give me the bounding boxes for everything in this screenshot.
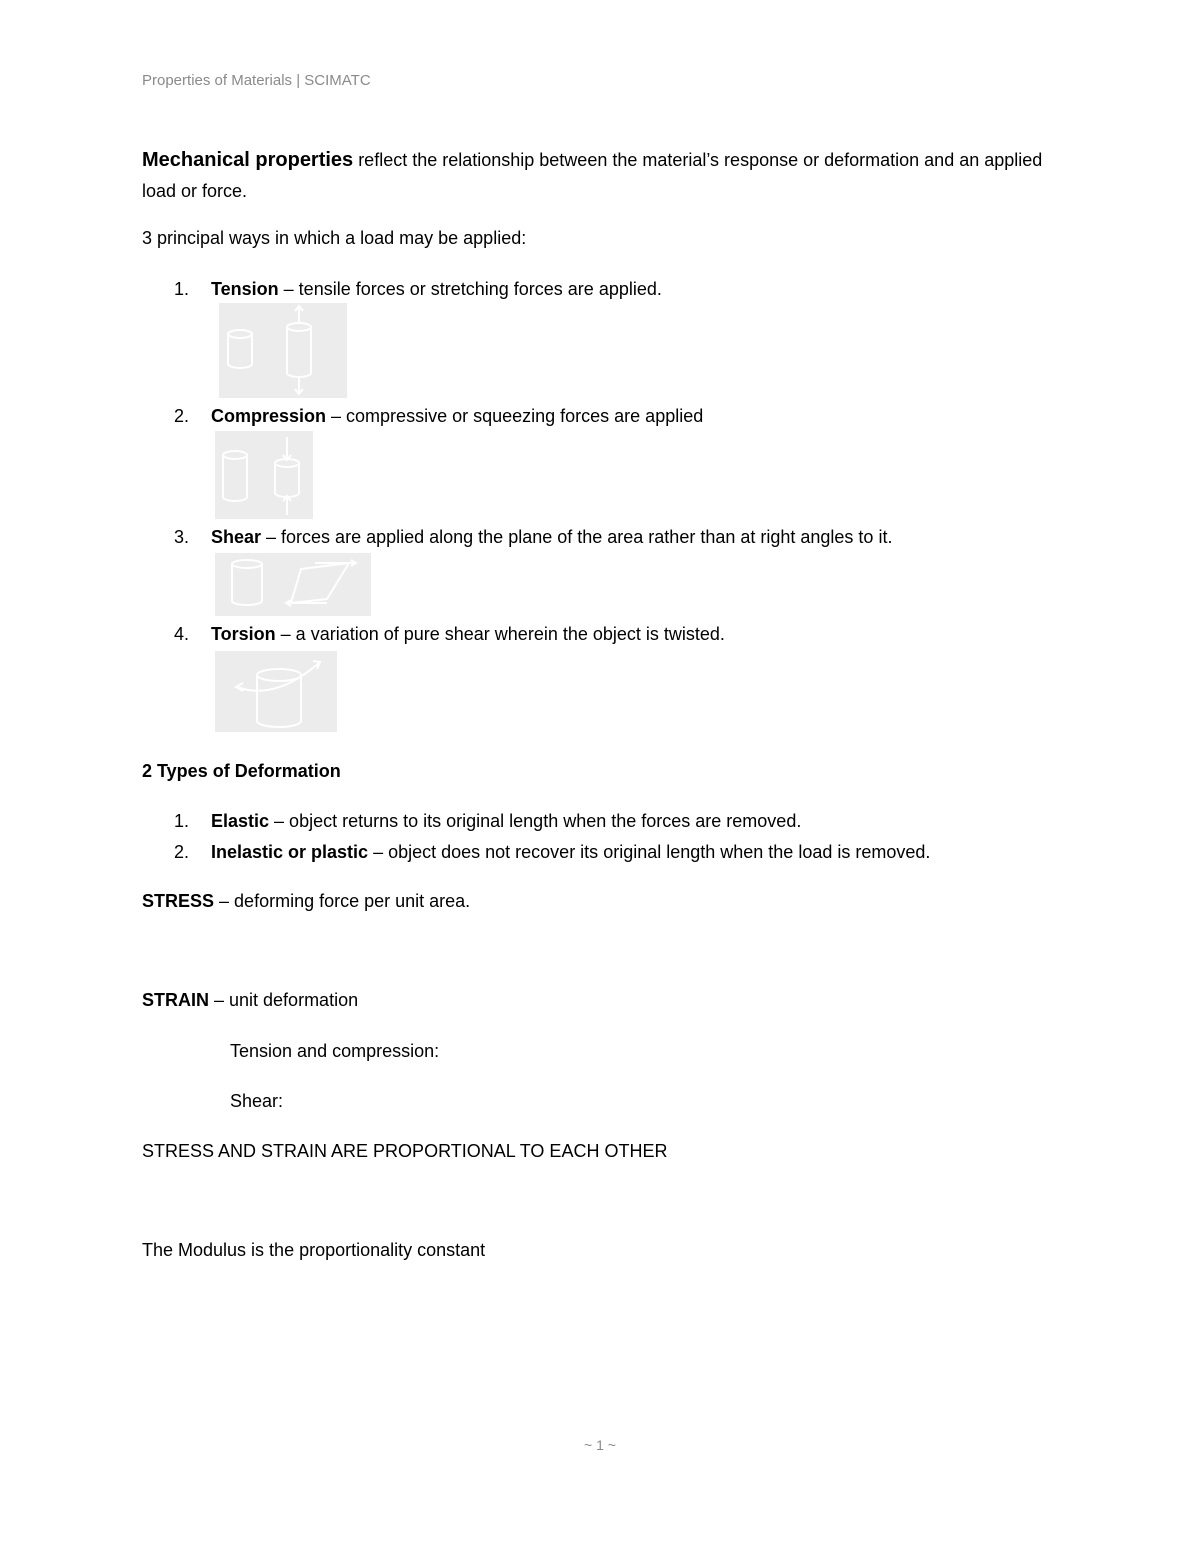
intro-paragraph: [142, 145, 1072, 207]
strain-tension-compression: Tension and compression:: [230, 1041, 440, 1061]
compression-illustration: [215, 431, 313, 519]
definition: – deforming force per unit area.: [214, 891, 471, 911]
shear-figure: [215, 553, 371, 616]
list-item-text: [211, 622, 725, 646]
tension-figure: [219, 303, 347, 398]
list-item-text: [211, 277, 662, 301]
term: Torsion: [211, 624, 276, 644]
term: Tension: [211, 279, 279, 299]
list-item: [174, 622, 189, 646]
term: Shear: [211, 527, 262, 547]
deformation-heading: 2 Types of Deformation: [142, 761, 341, 781]
loads-heading: 3 principal ways in which a load may be applied:: [142, 228, 527, 248]
list-item-text: [211, 840, 930, 864]
list-item: [174, 840, 189, 864]
list-number: 3.: [174, 527, 190, 547]
term: Compression: [211, 406, 327, 426]
stress-definition: [142, 889, 470, 913]
list-item-text: [211, 404, 703, 428]
list-item: [174, 277, 189, 301]
term: STRESS: [142, 891, 215, 911]
list-number: 1.: [174, 279, 190, 299]
definition: – compressive or squeezing forces are applied: [326, 406, 704, 426]
list-item: [174, 809, 189, 833]
proportional-statement: STRESS AND STRAIN ARE PROPORTIONAL TO EACH OTHER: [142, 1141, 668, 1161]
running-header: Properties of Materials | SCIMATC: [142, 72, 371, 89]
term: Elastic: [211, 811, 270, 831]
definition: – object returns to its original length when the forces are removed.: [269, 811, 802, 831]
page-number: ~ 1 ~: [584, 1437, 616, 1453]
compression-figure: [215, 431, 313, 519]
definition: – tensile forces or stretching forces are applied.: [278, 279, 662, 299]
definition: – unit deformation: [209, 990, 359, 1010]
list-item-text: [211, 809, 801, 833]
torsion-illustration: [215, 651, 337, 732]
torsion-figure: [215, 651, 337, 732]
list-item: [174, 525, 189, 549]
list-item: [174, 404, 189, 428]
definition: – forces are applied along the plane of the area rather than at right angles to it.: [261, 527, 893, 547]
list-number: 4.: [174, 624, 190, 644]
definition: – object does not recover its original length when the load is removed.: [368, 842, 931, 862]
shear-illustration: [215, 553, 371, 616]
tension-illustration: [219, 303, 347, 398]
term: Inelastic or plastic: [211, 842, 369, 862]
definition: – a variation of pure shear wherein the object is twisted.: [275, 624, 725, 644]
term: STRAIN: [142, 990, 209, 1010]
strain-definition: [142, 988, 358, 1012]
list-number: 2.: [174, 406, 190, 426]
strain-shear: Shear:: [230, 1091, 284, 1111]
list-item-text: [211, 525, 892, 549]
intro-rest: reflect the relationship between the material’s response or deformation and an applied load or force.: [142, 150, 1043, 201]
list-number: 1.: [174, 811, 190, 831]
modulus-statement: The Modulus is the proportionality constant: [142, 1240, 486, 1260]
intro-lead: Mechanical properties: [142, 149, 354, 171]
list-number: 2.: [174, 842, 190, 862]
